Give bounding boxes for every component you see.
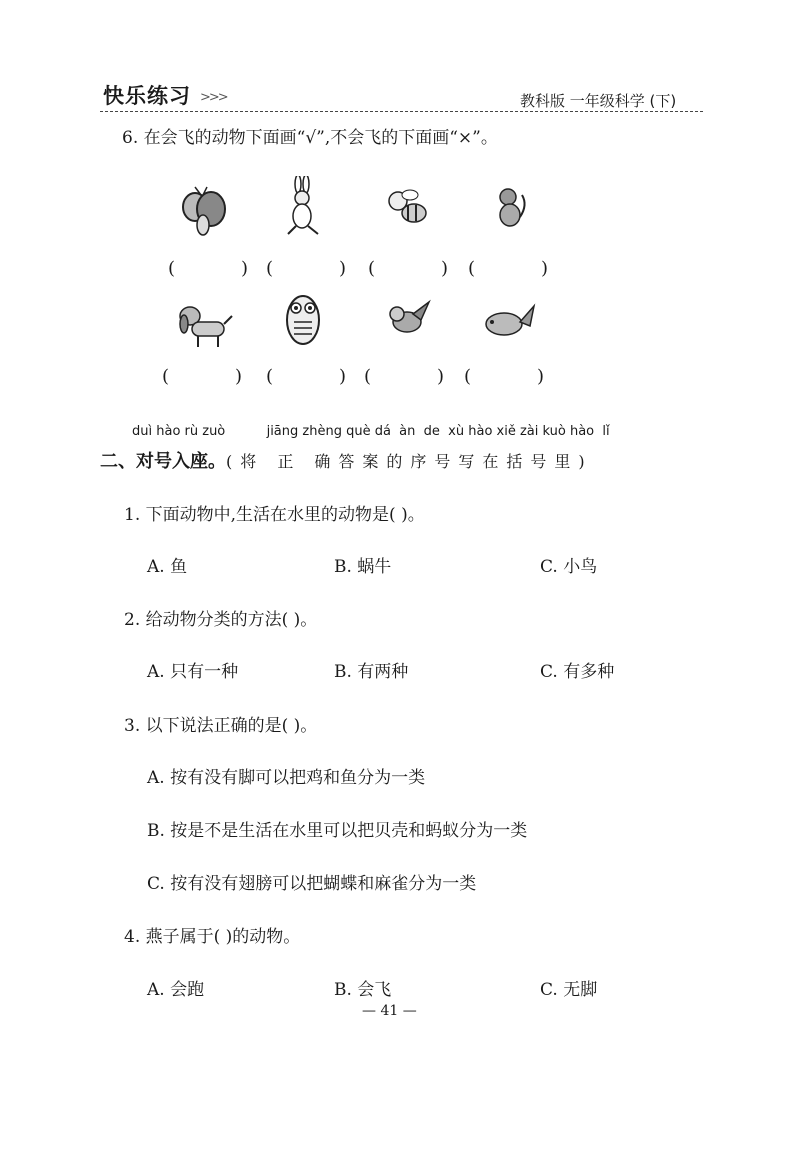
question-stem: 4. 燕子属于( )的动物。 [124, 927, 301, 947]
question-stem: 3. 以下说法正确的是( )。 [124, 716, 318, 736]
question-stem: 2. 给动物分类的方法( )。 [124, 610, 318, 630]
option-c[interactable]: C. 有多种 [540, 662, 615, 682]
butterfly-icon [175, 185, 230, 240]
question-6-text: 6. 在会飞的动物下面画“√”,不会飞的下面画“×”。 [122, 128, 498, 148]
option-b[interactable]: B. 蜗牛 [334, 557, 392, 577]
option-c[interactable]: C. 小鸟 [540, 557, 598, 577]
option-b[interactable]: B. 按是不是生活在水里可以把贝壳和蚂蚁分为一类 [147, 821, 528, 841]
option-a[interactable]: A. 按有没有脚可以把鸡和鱼分为一类 [147, 768, 426, 788]
answer-row-2: ( ) ( ) ( ) ( ) [162, 366, 544, 387]
header-title: 快乐练习 [103, 84, 191, 108]
owl-icon [282, 288, 324, 350]
option-a[interactable]: A. 鱼 [147, 557, 188, 577]
option-c[interactable]: C. 无脚 [540, 980, 598, 1000]
question-stem: 1. 下面动物中,生活在水里的动物是( )。 [124, 505, 425, 525]
option-b[interactable]: B. 会飞 [334, 980, 392, 1000]
header-edition: 教科版 一年级科学 (下) [520, 92, 677, 110]
section-instruction: (将 正 确答案的序号写在括号里) [226, 452, 593, 471]
fish-icon [480, 296, 538, 342]
header-chevrons: >>> [200, 90, 227, 105]
option-a[interactable]: A. 会跑 [147, 980, 205, 1000]
section-pinyin: duì hào rù zuò jiāng zhèng què dá àn de xù hào xiě zài kuò hào lǐ [132, 424, 610, 439]
page-number: — 41 — [362, 1003, 417, 1019]
bird-icon [383, 298, 433, 340]
option-c[interactable]: C. 按有没有翅膀可以把蝴蝶和麻雀分为一类 [147, 874, 477, 894]
section-title [100, 447, 593, 473]
bee-icon [380, 183, 432, 228]
header-divider [100, 111, 703, 112]
option-a[interactable]: A. 只有一种 [147, 662, 239, 682]
monkey-icon [488, 185, 530, 230]
rabbit-icon [280, 176, 325, 238]
answer-row-1: ( ) ( ) ( ) ( ) [168, 258, 548, 279]
option-b[interactable]: B. 有两种 [334, 662, 409, 682]
dog-icon [176, 300, 236, 350]
section-heading: 二、对号入座。 [100, 451, 226, 472]
